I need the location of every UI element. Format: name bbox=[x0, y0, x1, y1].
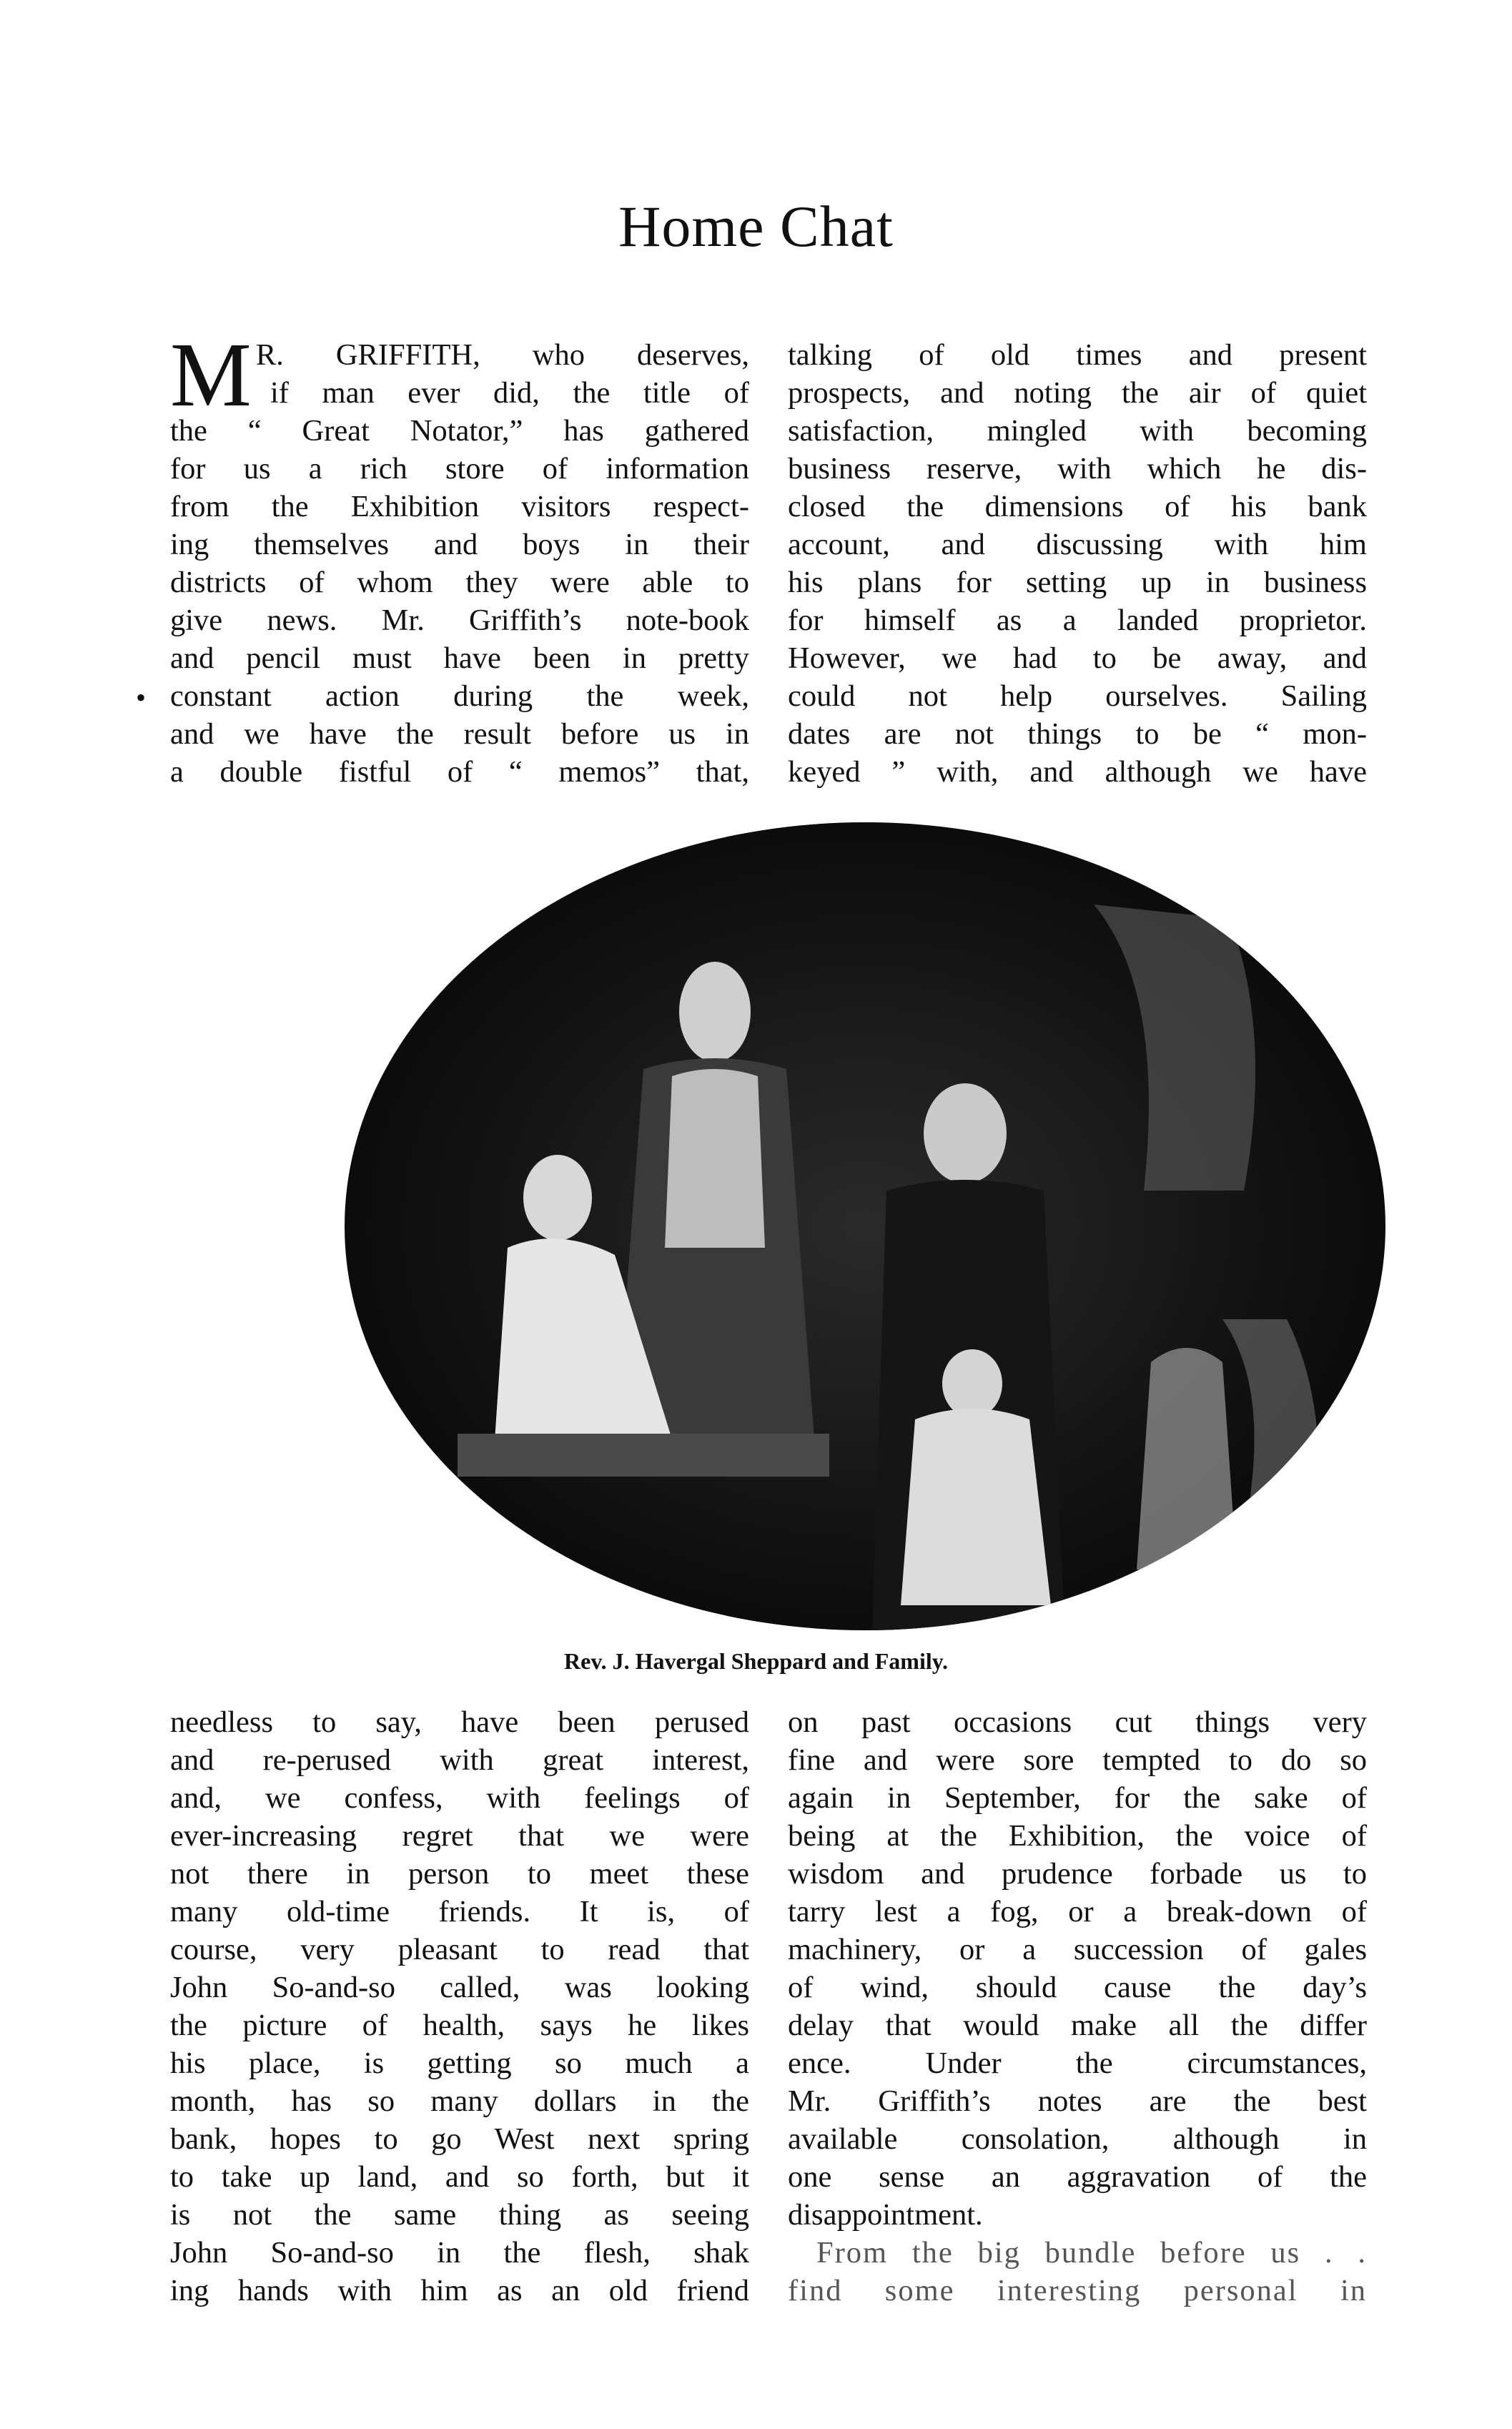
column-top-right bbox=[788, 336, 1367, 791]
text-line: ever-increasing regret that we were bbox=[170, 1819, 749, 1853]
text-line: from the Exhibition visitors respect- bbox=[170, 490, 749, 523]
family-photograph bbox=[343, 819, 1387, 1634]
text-line: wisdom and prudence forbade us to bbox=[788, 1857, 1367, 1891]
text-line: closed the dimensions of his bank bbox=[788, 490, 1367, 523]
text-line: one sense an aggravation of the bbox=[788, 2160, 1367, 2194]
text-line: not there in person to meet these bbox=[170, 1857, 749, 1891]
text-line: fine and were sore tempted to do so bbox=[788, 1743, 1367, 1777]
column-bottom-right bbox=[788, 1703, 1367, 2310]
text-line: However, we had to be away, and bbox=[788, 641, 1367, 675]
text-line: tarry lest a fog, or a break-down of bbox=[788, 1895, 1367, 1928]
text-line: his plans for setting up in business bbox=[788, 566, 1367, 599]
column-top-left bbox=[170, 324, 749, 791]
text-line: districts of whom they were able to bbox=[170, 566, 749, 599]
margin-mark: • bbox=[136, 681, 147, 714]
text-line: John So-and-so called, was looking bbox=[170, 1971, 749, 2004]
text-line: satisfaction, mingled with becoming bbox=[788, 414, 1367, 448]
text-line: prospects, and noting the air of quiet bbox=[788, 376, 1367, 410]
text-line: available consolation, although in bbox=[788, 2122, 1367, 2156]
text-line: course, very pleasant to read that bbox=[170, 1933, 749, 1966]
photo-oval bbox=[343, 819, 1387, 1634]
text-line: again in September, for the sake of bbox=[788, 1781, 1367, 1815]
text-line: for us a rich store of information bbox=[170, 452, 749, 486]
text-line: his place, is getting so much a bbox=[170, 2046, 749, 2080]
column-bottom-left bbox=[170, 1703, 749, 2310]
text-line: John So-and-so in the flesh, shak bbox=[170, 2236, 749, 2270]
text-line: machinery, or a succession of gales bbox=[788, 1933, 1367, 1966]
text-line: being at the Exhibition, the voice of bbox=[788, 1819, 1367, 1853]
text-line: and pencil must have been in pretty bbox=[170, 641, 749, 675]
text-line: and, we confess, with feelings of bbox=[170, 1781, 749, 1815]
text-line: is not the same thing as seeing bbox=[170, 2198, 749, 2232]
text-line: many old-time friends. It is, of bbox=[170, 1895, 749, 1928]
text-line: find some interesting personal in bbox=[788, 2274, 1367, 2307]
text-line: the “ Great Notator,” has gathered bbox=[170, 414, 749, 448]
text-line: and re-perused with great interest, bbox=[170, 1743, 749, 1777]
text-line: bank, hopes to go West next spring bbox=[170, 2122, 749, 2156]
text-line: could not help ourselves. Sailing bbox=[788, 679, 1367, 713]
text-line: ing hands with him as an old friend bbox=[170, 2274, 749, 2307]
text-line: ence. Under the circumstances, bbox=[788, 2046, 1367, 2080]
photo-caption: Rev. J. Havergal Sheppard and Family. bbox=[564, 1648, 948, 1674]
text-line: disappointment. bbox=[788, 2198, 983, 2232]
text-line: a double fistful of “ memos” that, bbox=[170, 755, 749, 789]
text-line: to take up land, and so forth, but it bbox=[170, 2160, 749, 2194]
text-line: the picture of health, says he likes bbox=[170, 2009, 749, 2042]
text-line: on past occasions cut things very bbox=[788, 1705, 1367, 1739]
text-line: business reserve, with which he dis- bbox=[788, 452, 1367, 486]
text-line: dates are not things to be “ mon- bbox=[788, 717, 1367, 751]
text-line: account, and discussing with him bbox=[788, 528, 1367, 561]
text-line: From the big bundle before us . . bbox=[816, 2236, 1367, 2270]
text-line: for himself as a landed proprietor. bbox=[788, 603, 1367, 637]
text-line: month, has so many dollars in the bbox=[170, 2084, 749, 2118]
page-title: Home Chat bbox=[618, 194, 894, 259]
text-line: R. GRIFFITH, who deserves, bbox=[255, 338, 749, 372]
text-line: talking of old times and present bbox=[788, 338, 1367, 372]
text-line: constant action during the week, bbox=[170, 679, 749, 713]
text-line: needless to say, have been perused bbox=[170, 1705, 749, 1739]
text-line: keyed ” with, and although we have bbox=[788, 755, 1367, 789]
text-line: if man ever did, the title of bbox=[270, 376, 749, 410]
text-line: delay that would make all the differ bbox=[788, 2009, 1367, 2042]
text-line: ing themselves and boys in their bbox=[170, 528, 749, 561]
text-line: and we have the result before us in bbox=[170, 717, 749, 751]
drop-cap: M bbox=[170, 324, 252, 425]
text-line: of wind, should cause the day’s bbox=[788, 1971, 1367, 2004]
text-line: Mr. Griffith’s notes are the best bbox=[788, 2084, 1367, 2118]
text-line: give news. Mr. Griffith’s note-book bbox=[170, 603, 749, 637]
